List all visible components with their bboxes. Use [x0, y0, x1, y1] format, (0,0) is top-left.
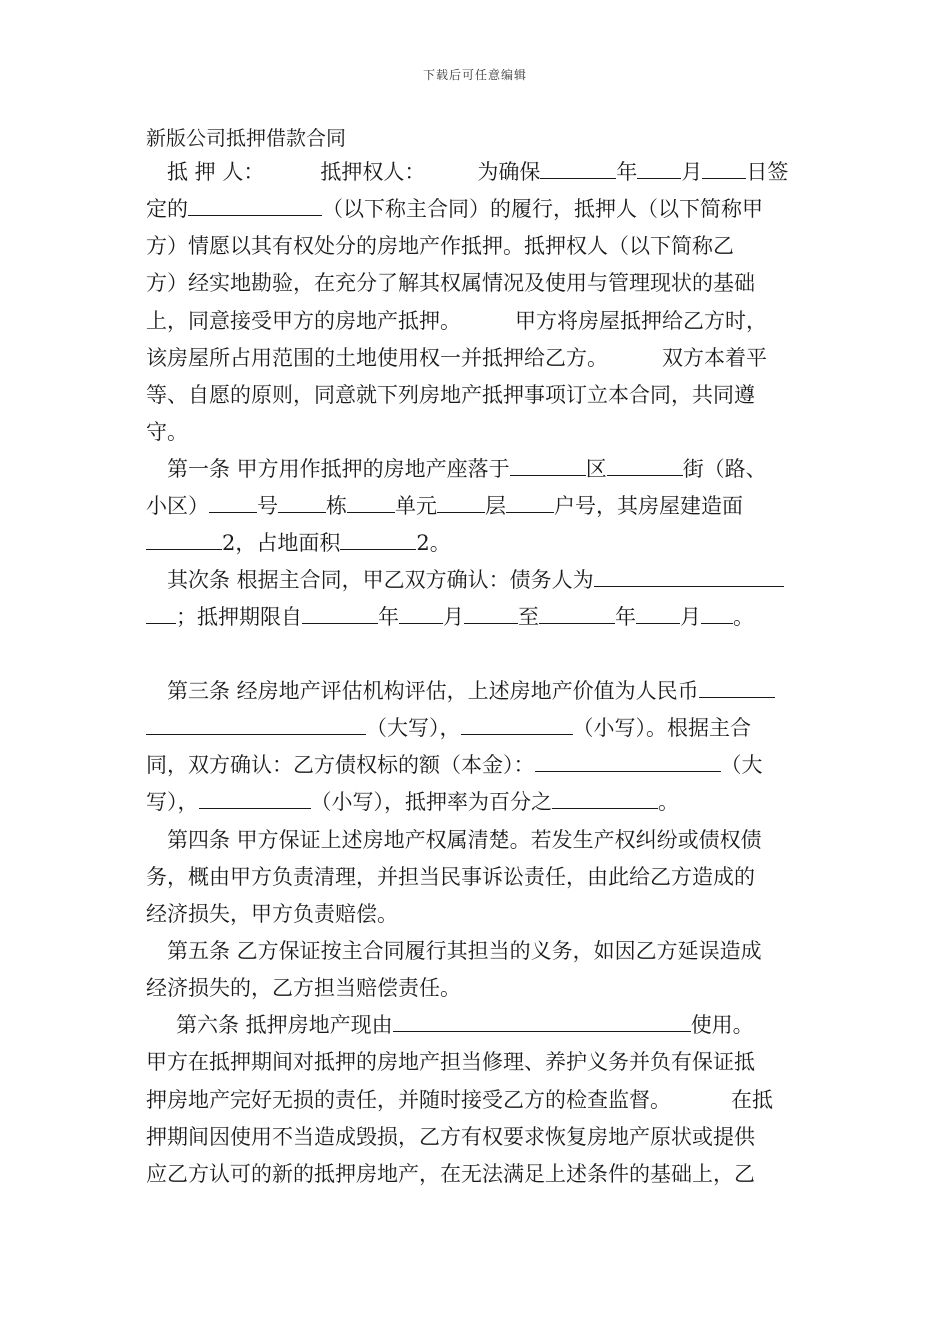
blank-sign-month[interactable]	[637, 158, 681, 179]
blank-building-area[interactable]	[146, 529, 222, 550]
article-3-line-4: 写）， （小写），抵押率为百分之 。	[146, 790, 679, 814]
blank-end-day[interactable]	[701, 603, 733, 624]
article-6-line-3: 押房地产完好无损的责任，并随时接受乙方的检查监督。 在抵	[146, 1088, 773, 1112]
blank-user[interactable]	[393, 1011, 691, 1032]
blank-land-area[interactable]	[340, 529, 416, 550]
preamble-line-2: 定的 （以下称主合同）的履行，抵押人（以下简称甲	[146, 197, 763, 221]
blank-building[interactable]	[278, 492, 326, 513]
article-1-line-3: 2，占地面积 2。	[146, 529, 451, 557]
blank-main-contract[interactable]	[188, 195, 322, 216]
article-1-line-2: 小区） 号 栋 单元 层 户号，其房屋建造面	[146, 494, 743, 518]
preamble-line-8: 守。	[146, 420, 188, 444]
article-2-line-1: 其次条 根据主合同，甲乙双方确认：债务人为	[146, 566, 784, 594]
article-5-line-1: 第五条 乙方保证按主合同履行其担当的义务，如因乙方延误造成	[167, 939, 762, 963]
article-4-line-1: 第四条 甲方保证上述房地产权属清楚。若发生产权纠纷或债权债	[167, 828, 762, 852]
blank-value-num[interactable]	[461, 714, 573, 735]
preamble-line-5: 上，同意接受甲方的房地产抵押。 甲方将房屋抵押给乙方时，	[146, 309, 767, 333]
blank-debtor[interactable]	[594, 566, 784, 587]
article-6-line-2: 甲方在抵押期间对抵押的房地产担当修理、养护义务并负有保证抵	[146, 1050, 755, 1074]
blank-start-year[interactable]	[302, 603, 378, 624]
preamble-line-7: 等、自愿的原则，同意就下列房地产抵押事项订立本合同，共同遵	[146, 383, 755, 407]
article-6-line-1: 第六条 抵押房地产现由 使用。	[176, 1013, 754, 1037]
blank-mortgage-rate[interactable]	[552, 788, 658, 809]
preamble-line-6: 该房屋所占用范围的土地使用权一并抵押给乙方。 双方本着平	[146, 346, 767, 370]
article-4-line-2: 务，概由甲方负责清理，并担当民事诉讼责任，由此给乙方造成的	[146, 865, 755, 889]
article-2-line-2: ；抵押期限自 年 月 至 年 月 。	[146, 603, 754, 631]
preamble-line-4: 方）经实地勘验，在充分了解其权属情况及使用与管理现状的基础	[146, 271, 755, 295]
document-title: 新版公司抵押借款合同	[146, 126, 346, 150]
blank-floor[interactable]	[437, 492, 485, 513]
blank-value-cn[interactable]	[699, 677, 775, 698]
blank-end-year[interactable]	[539, 603, 615, 624]
blank-end-month[interactable]	[636, 603, 680, 624]
article-3-line-1: 第三条 经房地产评估机构评估，上述房地产价值为人民币	[146, 677, 775, 705]
article-6-line-5: 应乙方认可的新的抵押房地产，在无法满足上述条件的基础上，乙	[146, 1162, 755, 1186]
preamble-line-1: 抵 押 人： 抵押权人： 为确保 年 月 日签	[167, 160, 789, 184]
blank-room[interactable]	[506, 492, 554, 513]
blank-principal-num[interactable]	[199, 788, 311, 809]
blank-principal-cn[interactable]	[535, 751, 721, 772]
blank-street[interactable]	[607, 455, 683, 476]
article-6-line-4: 押期间因使用不当造成毁损，乙方有权要求恢复房地产原状或提供	[146, 1125, 755, 1149]
article-4-line-3: 经济损失，甲方负责赔偿。	[146, 902, 398, 926]
article-1-line-1: 第一条 甲方用作抵押的房地产座落于 区 街（路、	[167, 457, 767, 481]
blank-sign-year[interactable]	[540, 158, 616, 179]
page-header: 下载后可任意编辑	[422, 68, 527, 82]
blank-start-day[interactable]	[464, 603, 518, 624]
blank-district[interactable]	[510, 455, 586, 476]
blank-debtor-cont[interactable]	[146, 603, 176, 624]
blank-value-cn-cont[interactable]	[146, 714, 366, 735]
article-5-line-2: 经济损失的，乙方担当赔偿责任。	[146, 976, 461, 1000]
preamble-line-3: 方）情愿以其有权处分的房地产作抵押。抵押权人（以下简称乙	[146, 234, 734, 258]
article-3-line-3: 同，双方确认：乙方债权标的额（本金）： （大	[146, 753, 763, 777]
blank-start-month[interactable]	[399, 603, 443, 624]
blank-sign-day[interactable]	[702, 158, 746, 179]
blank-number[interactable]	[209, 492, 257, 513]
blank-unit[interactable]	[347, 492, 395, 513]
article-3-line-2: （大写）， （小写）。根据主合	[146, 714, 751, 742]
